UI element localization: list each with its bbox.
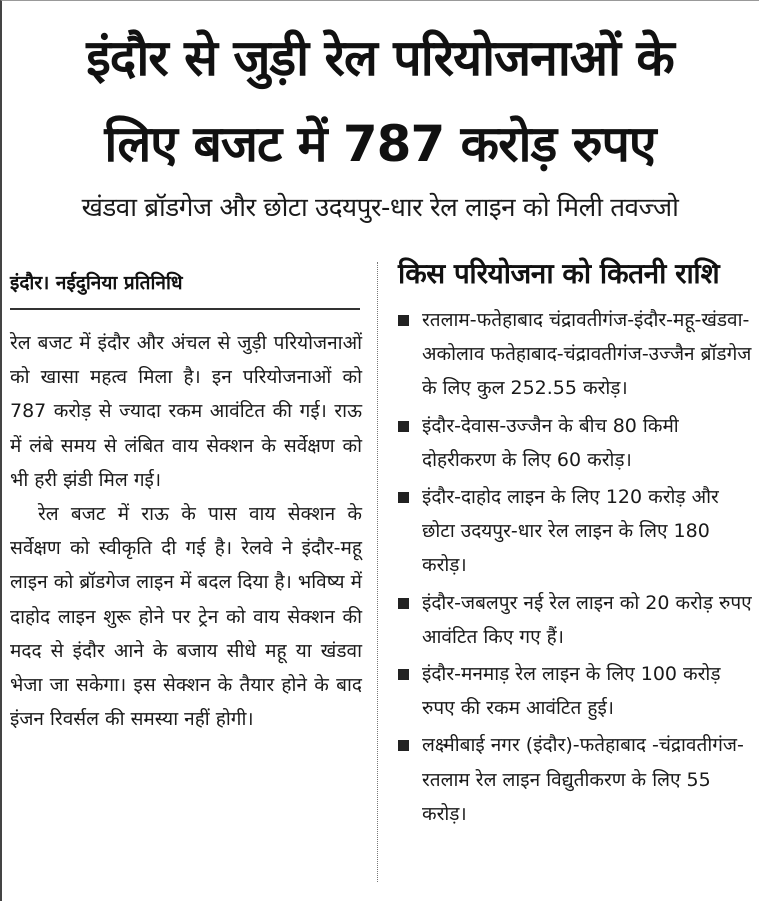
list-item: [398, 303, 753, 406]
square-bullet-icon: [398, 492, 409, 503]
square-bullet-icon: [398, 421, 409, 432]
list-item-text: इंदौर-जबलपुर नई रेल लाइन को 20 करोड़ रुपए आवंटित किए गए हैं।: [422, 591, 752, 648]
square-bullet-icon: [398, 598, 409, 609]
dateline-rule: [10, 308, 360, 310]
square-bullet-icon: [398, 669, 409, 680]
list-item: [398, 586, 753, 654]
subheadline: खंडवा ब्रॉडगेज और छोटा उदयपुर-धार रेल लाइन को मिली तवज्जो: [81, 193, 679, 223]
list-item: [398, 409, 753, 477]
article-body: [10, 326, 362, 736]
list-item: [398, 728, 753, 831]
list-item-text: इंदौर-देवास-उज्जैन के बीच 80 किमी दोहरीकरण के लिए 60 करोड़।: [422, 414, 679, 471]
list-item-text: रतलाम-फतेहाबाद चंद्रावतीगंज-इंदौर-महू-खंडवा-अकोलाव फतेहाबाद-चंद्रावतीगंज-उज्जैन ब्रॉडगेज के लिए कुल 252.55 करोड़।: [422, 309, 752, 400]
body-paragraph-1: रेल बजट में इंदौर और अंचल से जुड़ी परियोजनाओं को खासा महत्व मिला है। इन परियोजनाओं को 787 करोड़ से ज्यादा रकम आवंटित की गई। राऊ में लंबे समय से लंबित वाय सेक्शन के सर्वेक्षण को भी हरी झंडी मिल गई।: [10, 332, 362, 491]
list-item-text: लक्ष्मीबाई नगर (इंदौर)-फतेहाबाद -चंद्रावतीगंज-रतलाम रेल लाइन विद्युतीकरण के लिए 55 करोड़।: [422, 734, 744, 825]
column-divider: [377, 262, 378, 882]
headline-line-2: लिए बजट में 787 करोड़ रुपए: [104, 115, 656, 173]
project-allocation-list: [398, 303, 753, 834]
list-item-text: इंदौर-मनमाड़ रेल लाइन के लिए 100 करोड़ रुपए की रकम आवंटित हुई।: [422, 663, 721, 720]
square-bullet-icon: [398, 740, 409, 751]
list-item: [398, 657, 753, 725]
dateline: इंदौर। नईदुनिया प्रतिनिधि: [10, 272, 183, 294]
sidebar-title: किस परियोजना को कितनी राशि: [398, 257, 720, 290]
list-item: [398, 480, 753, 583]
headline-line-1: इंदौर से जुड़ी रेल परियोजनाओं के: [86, 29, 674, 87]
square-bullet-icon: [398, 315, 409, 326]
list-item-text: इंदौर-दाहोद लाइन के लिए 120 करोड़ और छोटा उदयपुर-धार रेल लाइन के लिए 180 करोड़।: [422, 486, 719, 577]
body-paragraph-2: रेल बजट में राऊ के पास वाय सेक्शन के सर्वेक्षण को स्वीकृति दी गई है। रेलवे ने इंदौर-महू लाइन को ब्रॉडगेज लाइन में बदल दिया है। भविष्य में दाहोद लाइन शुरू होने पर ट्रेन को वाय सेक्शन की मदद से इंदौर आने के बजाय सीधे महू या खंडवा भेजा जा सकेगा। इस सेक्शन के तैयार होने के बाद इंजन रिवर्सल की समस्या नहीं होगी।: [10, 503, 362, 731]
